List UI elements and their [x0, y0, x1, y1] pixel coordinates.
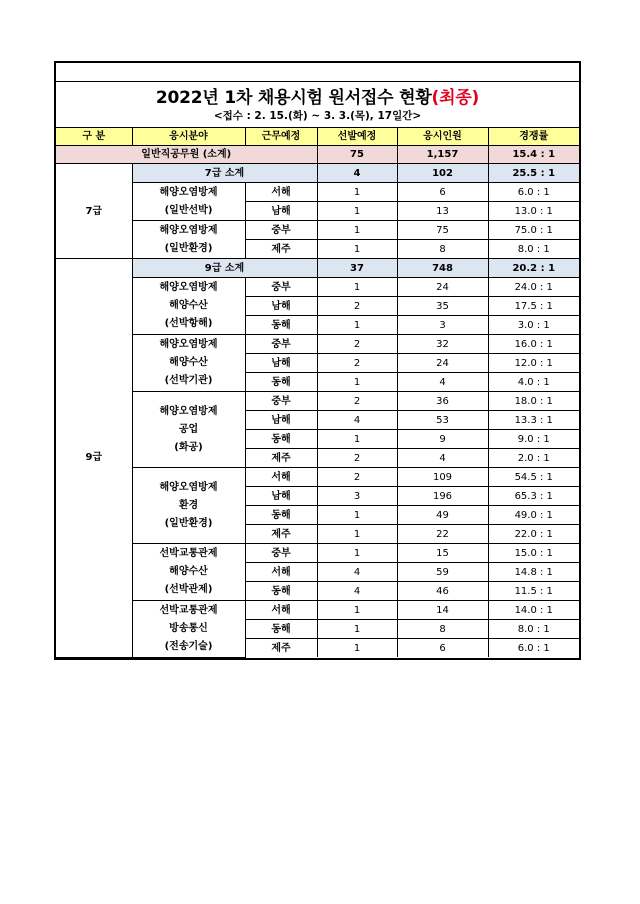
select-cell: 2: [317, 297, 397, 316]
select-cell: 2: [317, 392, 397, 411]
status-table: [56, 127, 579, 658]
region-cell: 동해: [245, 373, 317, 392]
application-period: <접수 : 2. 15.(화) ~ 3. 3.(목), 17일간>: [213, 110, 422, 122]
grade9-subtotal-label: 9급 소계: [132, 259, 317, 278]
ratio-cell: 18.0 : 1: [488, 392, 579, 411]
ratio-cell: 22.0 : 1: [488, 525, 579, 544]
select-cell: 2: [317, 468, 397, 487]
header-field: 응시분야: [132, 128, 245, 146]
title-main: 2022년 1차 채용시험 원서접수 현황: [155, 88, 432, 108]
applicants-cell: 4: [397, 449, 488, 468]
select-cell: 1: [317, 430, 397, 449]
field-line: 해양오염방제: [159, 339, 218, 350]
field-line: 해양오염방제: [159, 186, 218, 198]
select-cell: 1: [317, 202, 397, 221]
total-row: [56, 146, 579, 164]
table-row: [56, 544, 579, 563]
region-cell: 서해: [245, 183, 317, 202]
header-category: 구 분: [56, 128, 132, 146]
applicants-cell: 6: [397, 639, 488, 658]
table-body: [56, 128, 579, 658]
region-cell: 남해: [245, 354, 317, 373]
grade7-subtotal-select: 4: [317, 164, 397, 183]
applicants-cell: 14: [397, 601, 488, 620]
select-cell: 3: [317, 487, 397, 506]
select-cell: 1: [317, 525, 397, 544]
select-cell: 1: [317, 373, 397, 392]
field-cell: [132, 544, 245, 601]
applicants-cell: 4: [397, 373, 488, 392]
applicants-cell: 24: [397, 278, 488, 297]
ratio-cell: 24.0 : 1: [488, 278, 579, 297]
region-cell: 중부: [245, 278, 317, 297]
applicants-cell: 109: [397, 468, 488, 487]
select-cell: 2: [317, 335, 397, 354]
header-select: 선발예정: [317, 128, 397, 146]
ratio-cell: 16.0 : 1: [488, 335, 579, 354]
select-cell: 4: [317, 563, 397, 582]
grade7-subtotal-applicants: 102: [397, 164, 488, 183]
select-cell: 1: [317, 544, 397, 563]
region-cell: 남해: [245, 411, 317, 430]
ratio-cell: 54.5 : 1: [488, 468, 579, 487]
field-line: 해양오염방제: [159, 282, 218, 293]
applicants-cell: 8: [397, 240, 488, 259]
select-cell: 1: [317, 240, 397, 259]
ratio-cell: 8.0 : 1: [488, 240, 579, 259]
grade7-grade-label: 7급: [56, 164, 132, 259]
region-cell: 중부: [245, 544, 317, 563]
field-line: (일반선박): [164, 204, 213, 216]
recruitment-status-sheet: [54, 61, 581, 660]
field-line: 방송통신: [169, 622, 208, 634]
applicants-cell: 75: [397, 221, 488, 240]
grade9-grade-label: 9급: [56, 259, 132, 658]
region-cell: 남해: [245, 487, 317, 506]
table-row: [56, 601, 579, 620]
applicants-cell: 6: [397, 183, 488, 202]
applicants-cell: 24: [397, 354, 488, 373]
field-line: 해양오염방제: [159, 224, 218, 236]
region-cell: 서해: [245, 563, 317, 582]
ratio-cell: 8.0 : 1: [488, 620, 579, 639]
applicants-cell: 22: [397, 525, 488, 544]
applicants-cell: 53: [397, 411, 488, 430]
ratio-cell: 9.0 : 1: [488, 430, 579, 449]
grade9-subtotal-row: [56, 259, 579, 278]
field-cell: [132, 468, 245, 544]
grade7-subtotal-ratio: 25.5 : 1: [488, 164, 579, 183]
grade7-subtotal-row: [56, 164, 579, 183]
table-row: [56, 278, 579, 297]
region-cell: 동해: [245, 506, 317, 525]
region-cell: 동해: [245, 620, 317, 639]
select-cell: 1: [317, 639, 397, 658]
applicants-cell: 59: [397, 563, 488, 582]
ratio-cell: 13.3 : 1: [488, 411, 579, 430]
field-line: 선박교통관제: [159, 604, 218, 616]
title-highlight: (최종): [431, 88, 480, 108]
ratio-cell: 65.3 : 1: [488, 487, 579, 506]
total-select: 75: [317, 146, 397, 164]
applicants-cell: 8: [397, 620, 488, 639]
ratio-cell: 75.0 : 1: [488, 221, 579, 240]
region-cell: 동해: [245, 316, 317, 335]
select-cell: 1: [317, 601, 397, 620]
header-row: [56, 128, 579, 146]
applicants-cell: 3: [397, 316, 488, 335]
region-cell: 동해: [245, 430, 317, 449]
ratio-cell: 12.0 : 1: [488, 354, 579, 373]
ratio-cell: 2.0 : 1: [488, 449, 579, 468]
select-cell: 1: [317, 183, 397, 202]
region-cell: 중부: [245, 335, 317, 354]
region-cell: 동해: [245, 582, 317, 601]
table-row: [56, 183, 579, 202]
select-cell: 1: [317, 316, 397, 335]
total-ratio: 15.4 : 1: [488, 146, 579, 164]
ratio-cell: 49.0 : 1: [488, 506, 579, 525]
grade9-subtotal-select: 37: [317, 259, 397, 278]
field-cell: [132, 278, 245, 335]
header-region: 근무예정: [245, 128, 317, 146]
field-cell: [132, 335, 245, 392]
field-line: (화공): [174, 441, 203, 453]
header-applicants: 응시인원: [397, 128, 488, 146]
region-cell: 남해: [245, 202, 317, 221]
select-cell: 1: [317, 221, 397, 240]
ratio-cell: 4.0 : 1: [488, 373, 579, 392]
field-line: (일반환경): [164, 517, 213, 529]
ratio-cell: 11.5 : 1: [488, 582, 579, 601]
ratio-cell: 14.8 : 1: [488, 563, 579, 582]
field-line: 해양수산: [169, 300, 208, 311]
applicants-cell: 32: [397, 335, 488, 354]
applicants-cell: 15: [397, 544, 488, 563]
select-cell: 1: [317, 506, 397, 525]
top-strip: [56, 63, 579, 82]
select-cell: 2: [317, 449, 397, 468]
region-cell: 제주: [245, 449, 317, 468]
region-cell: 중부: [245, 392, 317, 411]
field-line: (선박항해): [164, 318, 213, 329]
title-box: [56, 82, 579, 127]
field-line: (일반환경): [164, 242, 213, 254]
field-line: 공업: [178, 423, 199, 435]
field-line: (선박관제): [164, 584, 213, 595]
applicants-cell: 46: [397, 582, 488, 601]
field-line: (선박기관): [164, 375, 213, 386]
select-cell: 4: [317, 411, 397, 430]
select-cell: 4: [317, 582, 397, 601]
ratio-cell: 3.0 : 1: [488, 316, 579, 335]
grade9-subtotal-applicants: 748: [397, 259, 488, 278]
table-row: [56, 221, 579, 240]
region-cell: 서해: [245, 601, 317, 620]
field-line: 환경: [178, 499, 199, 511]
grade7-subtotal-label: 7급 소계: [132, 164, 317, 183]
total-applicants: 1,157: [397, 146, 488, 164]
field-line: 해양수산: [169, 566, 208, 577]
field-cell: [132, 601, 245, 658]
region-cell: 서해: [245, 468, 317, 487]
field-cell: [132, 221, 245, 259]
total-label: 일반직공무원 (소계): [56, 146, 317, 164]
applicants-cell: 35: [397, 297, 488, 316]
select-cell: 1: [317, 278, 397, 297]
field-line: 해양오염방제: [159, 405, 218, 417]
page-title: [56, 82, 579, 108]
header-ratio: 경쟁률: [488, 128, 579, 146]
applicants-cell: 49: [397, 506, 488, 525]
grade9-subtotal-ratio: 20.2 : 1: [488, 259, 579, 278]
applicants-cell: 196: [397, 487, 488, 506]
applicants-cell: 9: [397, 430, 488, 449]
ratio-cell: 6.0 : 1: [488, 183, 579, 202]
region-cell: 제주: [245, 525, 317, 544]
select-cell: 2: [317, 354, 397, 373]
field-line: (전송기술): [164, 640, 213, 652]
field-cell: [132, 392, 245, 468]
ratio-cell: 17.5 : 1: [488, 297, 579, 316]
region-cell: 제주: [245, 240, 317, 259]
region-cell: 남해: [245, 297, 317, 316]
field-line: 선박교통관제: [159, 548, 218, 559]
ratio-cell: 14.0 : 1: [488, 601, 579, 620]
table-row: [56, 468, 579, 487]
applicants-cell: 13: [397, 202, 488, 221]
ratio-cell: 15.0 : 1: [488, 544, 579, 563]
field-cell: [132, 183, 245, 221]
select-cell: 1: [317, 620, 397, 639]
applicants-cell: 36: [397, 392, 488, 411]
table-row: [56, 335, 579, 354]
table-row: [56, 392, 579, 411]
ratio-cell: 13.0 : 1: [488, 202, 579, 221]
field-line: 해양수산: [169, 357, 208, 368]
region-cell: 제주: [245, 639, 317, 658]
ratio-cell: 6.0 : 1: [488, 639, 579, 658]
region-cell: 중부: [245, 221, 317, 240]
field-line: 해양오염방제: [159, 481, 218, 493]
